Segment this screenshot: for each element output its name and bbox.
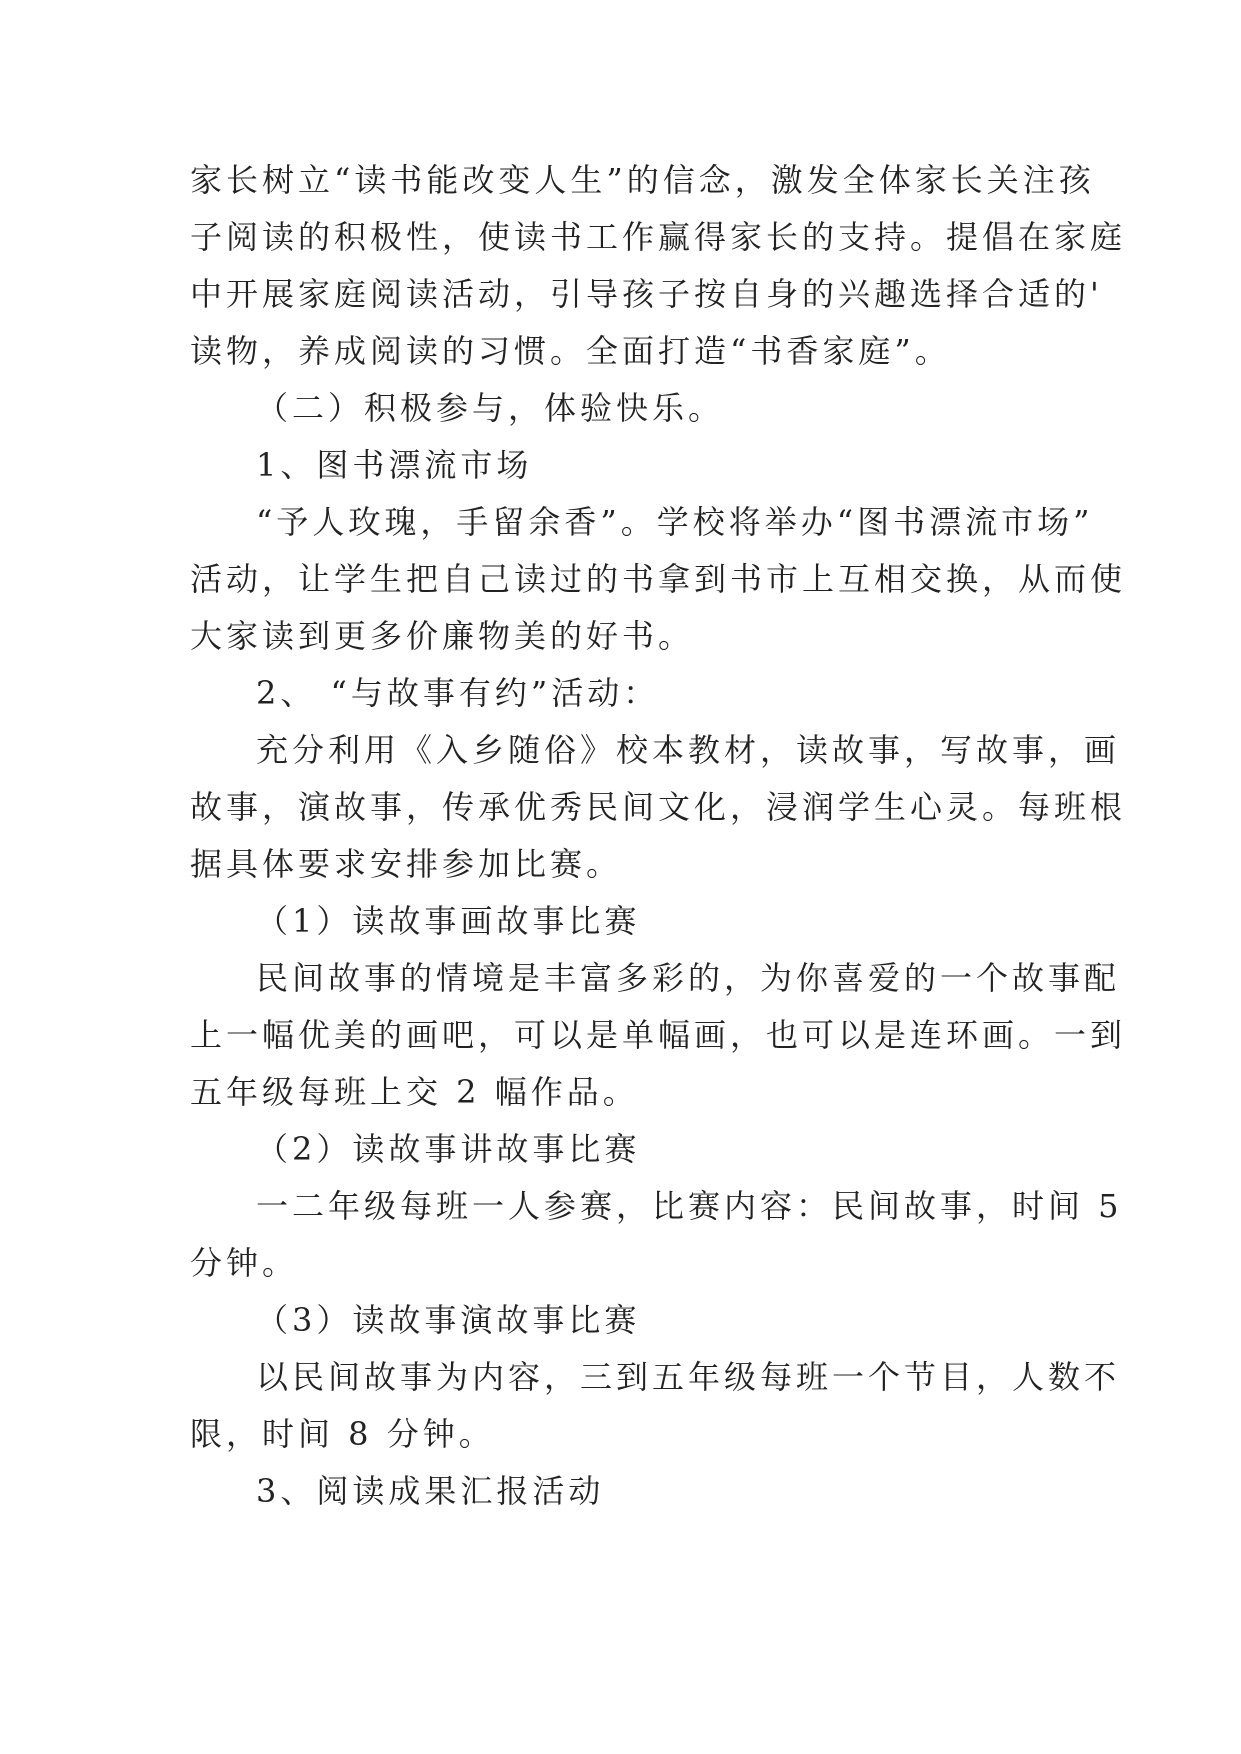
paragraph-line: 读物，养成阅读的习惯。全面打造“书香家庭”。 xyxy=(190,332,951,370)
section-heading: （二）积极参与，体验快乐。 xyxy=(256,389,725,427)
paragraph-line: 活动，让学生把自己读过的书拿到书市上互相交换，从而使 xyxy=(190,560,1127,598)
paragraph-line: 民间故事的情境是丰富多彩的，为你喜爱的一个故事配 xyxy=(256,959,1121,997)
paragraph-line: 中开展家庭阅读活动，引导孩子按自身的兴趣选择合适的' xyxy=(190,275,1103,313)
paragraph-line: 限，时间 8 分钟。 xyxy=(190,1415,495,1453)
subsection-heading: 1、图书漂流市场 xyxy=(256,446,533,484)
paragraph-line: 上一幅优美的画吧，可以是单幅画，也可以是连环画。一到 xyxy=(190,1016,1127,1054)
paragraph-line: 大家读到更多价廉物美的好书。 xyxy=(190,617,695,655)
paragraph-line: 子阅读的积极性，使读书工作赢得家长的支持。提倡在家庭 xyxy=(190,218,1127,256)
paragraph-line: 充分利用《入乡随俗》校本教材，读故事，写故事，画 xyxy=(256,731,1121,769)
paragraph-line: 一二年级每班一人参赛，比赛内容：民间故事，时间 5 xyxy=(256,1187,1123,1225)
paragraph-line: 据具体要求安排参加比赛。 xyxy=(190,845,623,883)
paragraph-line: 家长树立“读书能改变人生”的信念，激发全体家长关注孩 xyxy=(190,161,1095,199)
paragraph-line: “予人玫瑰，手留余香”。学校将举办“图书漂流市场” xyxy=(256,503,1094,541)
paragraph-line: 以民间故事为内容，三到五年级每班一个节目，人数不 xyxy=(256,1358,1121,1396)
item-heading: （3）读故事演故事比赛 xyxy=(256,1301,641,1339)
subsection-heading: 3、阅读成果汇报活动 xyxy=(256,1472,605,1510)
paragraph-line: 故事，演故事，传承优秀民间文化，浸润学生心灵。每班根 xyxy=(190,788,1127,826)
paragraph-line: 分钟。 xyxy=(190,1244,299,1282)
item-heading: （1）读故事画故事比赛 xyxy=(256,902,641,940)
subsection-heading: 2、 “与故事有约”活动： xyxy=(256,674,660,712)
item-heading: （2）读故事讲故事比赛 xyxy=(256,1130,641,1168)
paragraph-line: 五年级每班上交 2 幅作品。 xyxy=(190,1073,639,1111)
